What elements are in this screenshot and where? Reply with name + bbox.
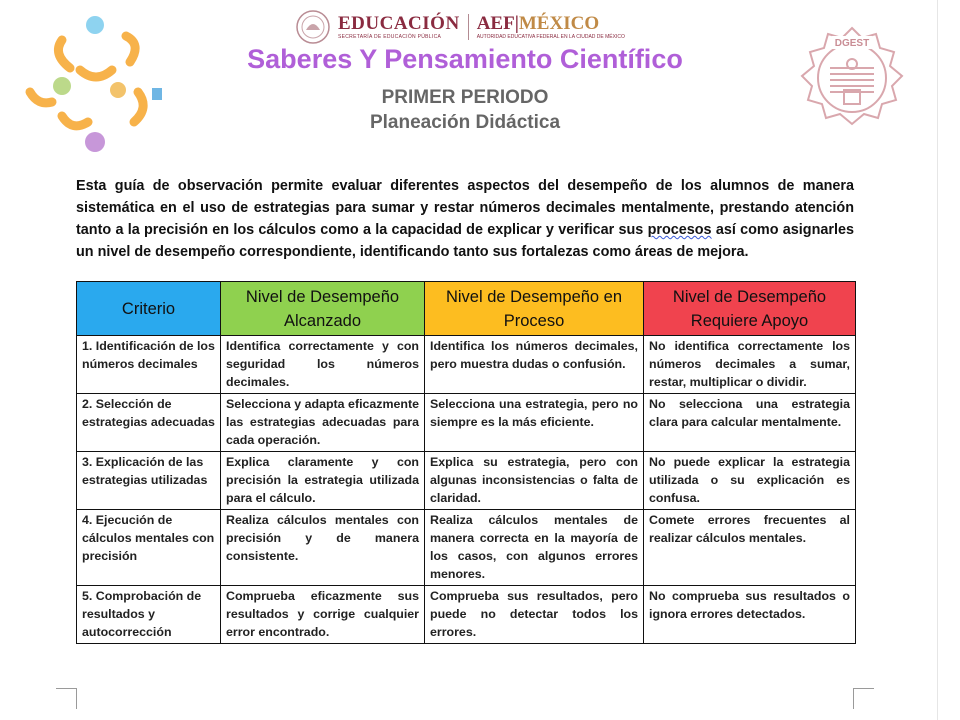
criterio-cell: 1. Identificación de los números decimales [77, 336, 221, 394]
government-header [296, 10, 625, 44]
header-criterio: Criterio [77, 282, 221, 336]
table-row [77, 336, 856, 394]
margin-corner-mark-right [853, 688, 874, 709]
proceso-cell: Comprueba sus resultados, pero puede no detectar todos los errores. [425, 586, 644, 644]
intro-text-before: Esta guía de observación permite evaluar diferentes aspectos del desempeño de los alumnos de manera sistemática en el uso de estrategias para sumar y restar números decimales mentalmente, prestando atención tanto a la precisión en los cálculos como a la capacidad de explicar y verificar sus [76, 178, 854, 238]
intro-text-after: así como asignarles un nivel de desempeño correspondiente, identificando tanto sus fortalezas como áreas de mejora. [76, 222, 854, 260]
planning-subtitle: Planeación Didáctica [369, 112, 561, 133]
aef-country: MÉXICO [518, 13, 600, 34]
sep-subtitle: SECRETARÍA DE EDUCACIÓN PÚBLICA [338, 34, 442, 40]
alcanzado-cell: Realiza cálculos mentales con precisión y de manera consistente. [221, 510, 425, 586]
spellcheck-flagged-word[interactable]: procesos [647, 222, 712, 238]
header-alcanzado: Nivel de Desempeño Alcanzado [221, 282, 425, 336]
apoyo-cell: No identifica correctamente los números decimales a sumar, restar, multiplicar o dividir. [644, 336, 856, 394]
proceso-cell: Selecciona una estrategia, pero no siempre es la más eficiente. [425, 394, 644, 452]
alcanzado-cell: Selecciona y adapta eficazmente las estrategias adecuadas para cada operación. [221, 394, 425, 452]
aef-brand: AEF|MÉXICO AUTORIDAD EDUCATIVA FEDERAL EN LA CIUDAD DE MÉXICO [476, 13, 625, 40]
sep-brand [338, 14, 460, 40]
header-divider [468, 14, 469, 40]
criterio-cell: 4. Ejecución de cálculos mentales con precisión [77, 510, 221, 586]
margin-corner-mark-left [56, 688, 77, 709]
table-row [77, 510, 856, 586]
criterio-cell: 3. Explicación de las estrategias utilizadas [77, 452, 221, 510]
mexico-seal-icon [296, 10, 330, 44]
criterio-cell: 2. Selección de estrategias adecuadas [77, 394, 221, 452]
alcanzado-cell: Comprueba eficazmente sus resultados y corrige cualquier error encontrado. [221, 586, 425, 644]
aef-subtitle: AUTORIDAD EDUCATIVA FEDERAL EN LA CIUDAD DE MÉXICO [476, 34, 625, 40]
sep-title: EDUCACIÓN [338, 13, 460, 34]
table-row [77, 452, 856, 510]
rubric-table [76, 281, 856, 644]
table-row [77, 394, 856, 452]
apoyo-cell: No comprueba sus resultados o ignora errores detectados. [644, 586, 856, 644]
period-subtitle: PRIMER PERIODO [381, 87, 549, 108]
table-row [77, 586, 856, 644]
alcanzado-cell: Identifica correctamente y con seguridad los números decimales. [221, 336, 425, 394]
page-edge [937, 0, 938, 720]
header-requiere-apoyo: Nivel de Desempeño Requiere Apoyo [644, 282, 856, 336]
alcanzado-cell: Explica claramente y con precisión la estrategia utilizada para el cálculo. [221, 452, 425, 510]
proceso-cell: Identifica los números decimales, pero muestra dudas o confusión. [425, 336, 644, 394]
proceso-cell: Explica su estrategia, pero con algunas inconsistencias o falta de claridad. [425, 452, 644, 510]
table-header-row [77, 282, 856, 336]
intro-paragraph [76, 175, 854, 263]
apoyo-cell: No selecciona una estrategia clara para calcular mentalmente. [644, 394, 856, 452]
criterio-cell: 5. Comprobación de resultados y autocorrección [77, 586, 221, 644]
apoyo-cell: Comete errores frecuentes al realizar cálculos mentales. [644, 510, 856, 586]
dgest-label: DGEST [834, 38, 870, 49]
proceso-cell: Realiza cálculos mentales de manera correcta en la mayoría de los casos, con algunos errores menores. [425, 510, 644, 586]
apoyo-cell: No puede explicar la estrategia utilizada o su explicación es confusa. [644, 452, 856, 510]
header-proceso: Nivel de Desempeño en Proceso [425, 282, 644, 336]
aef-prefix: AEF [476, 13, 515, 34]
page-title: Saberes Y Pensamiento Científico [247, 44, 683, 74]
